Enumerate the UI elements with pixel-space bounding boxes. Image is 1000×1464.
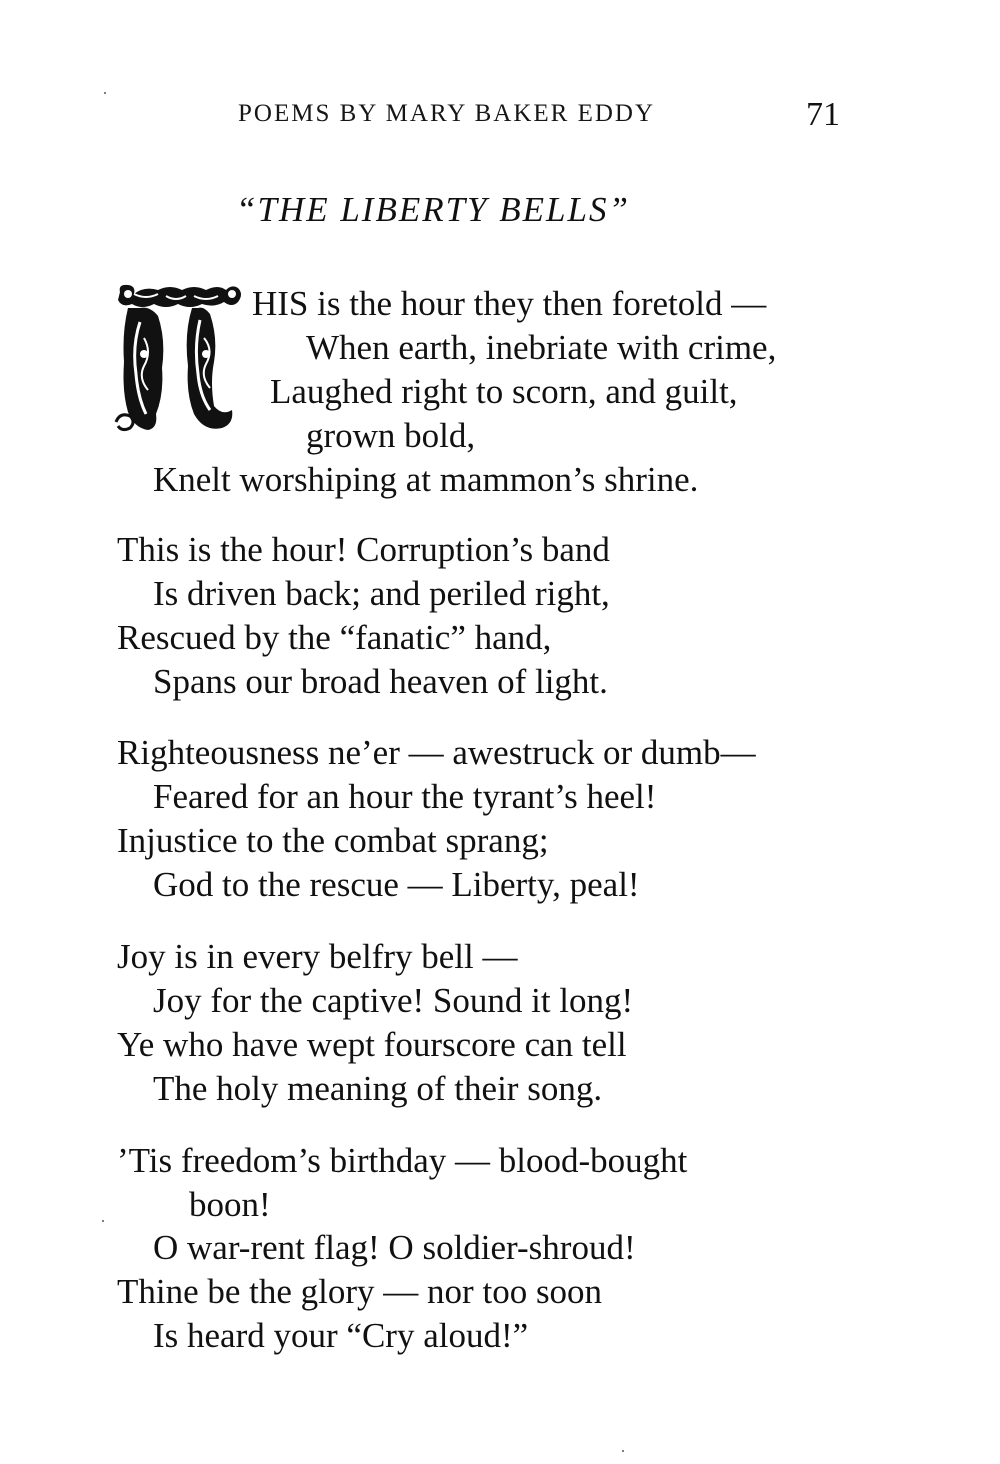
ornamental-drop-cap-t (114, 282, 246, 438)
poem-title: “THE LIBERTY BELLS” (236, 190, 630, 229)
scan-speck (104, 92, 106, 94)
poem-line: grown bold, (306, 416, 476, 455)
poem-line: This is the hour! Corruption’s band (117, 530, 610, 569)
poem-line: God to the rescue — Liberty, peal! (153, 865, 640, 904)
poem-line: ’Tis freedom’s birthday — blood-bought (117, 1141, 688, 1180)
poem-line: Rescued by the “fanatic” hand, (117, 618, 552, 657)
scan-speck (102, 1220, 104, 1222)
poem-line: Ye who have wept fourscore can tell (117, 1025, 627, 1064)
page-number: 71 (806, 96, 840, 133)
poem-line: Righteousness ne’er — awestruck or dumb— (117, 733, 756, 772)
poem-line: Knelt worshiping at mammon’s shrine. (153, 460, 699, 499)
poem-line: HIS is the hour they then foretold — (252, 284, 767, 323)
poem-line: Thine be the glory — nor too soon (117, 1272, 603, 1311)
poem-line: Feared for an hour the tyrant’s heel! (153, 777, 657, 816)
poem-line: Is driven back; and periled right, (153, 574, 610, 613)
poem-line: Joy is in every belfry bell — (117, 937, 518, 976)
poem-line: Joy for the captive! Sound it long! (153, 981, 634, 1020)
poem-line: When earth, inebriate with crime, (306, 328, 777, 367)
poem-line: The holy meaning of their song. (153, 1069, 603, 1108)
poem-line: Spans our broad heaven of light. (153, 662, 608, 701)
poem-line: O war-rent flag! O soldier-shroud! (153, 1228, 636, 1267)
poem-line: Injustice to the combat sprang; (117, 821, 549, 860)
running-head: POEMS BY MARY BAKER EDDY (238, 100, 656, 127)
scan-speck (622, 1450, 624, 1452)
poem-line: Laughed right to scorn, and guilt, (270, 372, 738, 411)
poem-line: boon! (189, 1185, 271, 1224)
poem-line: Is heard your “Cry aloud!” (153, 1316, 529, 1355)
